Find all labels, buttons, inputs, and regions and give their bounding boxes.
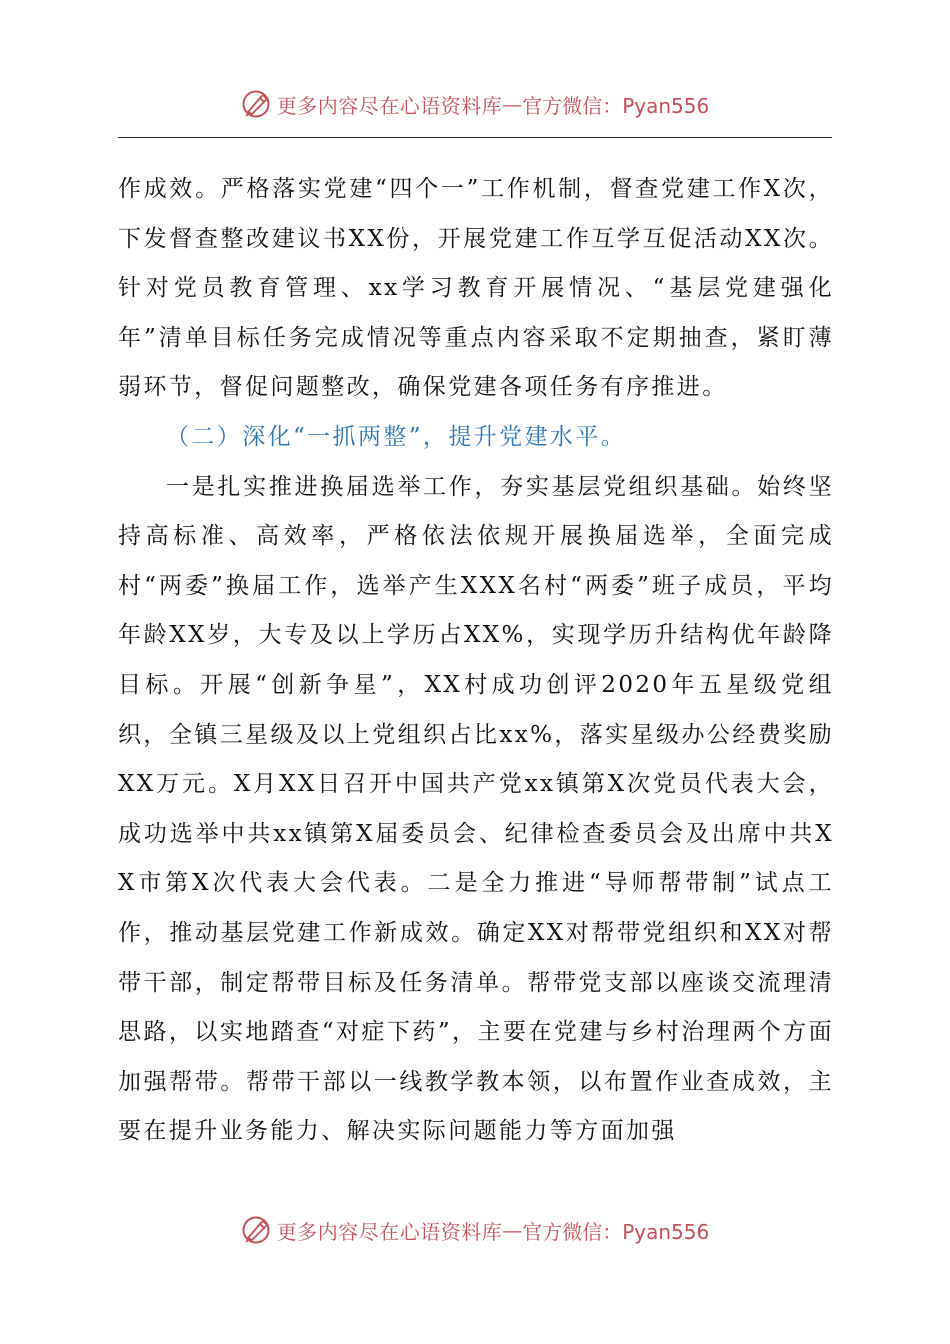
- watermark-contact: 官方微信：Pyan556: [522, 1219, 710, 1244]
- document-body: [118, 165, 834, 1157]
- pen-nib-icon: [241, 89, 271, 119]
- watermark-separator: —: [502, 1218, 523, 1242]
- watermark-text: 更多内容尽在心语资料库: [276, 1219, 503, 1244]
- pen-nib-icon: [241, 1215, 271, 1245]
- section-heading: （二）深化“一抓两整”，提升党建水平。: [166, 423, 627, 450]
- header-divider: [118, 137, 832, 138]
- watermark-contact: 官方微信：Pyan556: [522, 93, 710, 118]
- watermark-text: 更多内容尽在心语资料库: [276, 93, 503, 118]
- watermark-separator: —: [502, 92, 523, 116]
- paragraph-1: 作成效。严格落实党建“四个一”工作机制，督查党建工作X次，下发督查整改建议书XX份，开展党建工作互学互促活动XX次。针对党员教育管理、xx学习教育开展情况、“基层党建强化年”清单目标任务完成情况等重点内容采取不定期抽查，紧盯薄弱环节，督促问题整改，确保党建各项任务有序推进。: [118, 176, 834, 401]
- paragraph-2: 一是扎实推进换届选举工作，夯实基层党组织基础。始终坚持高标准、高效率，严格依法依规开展换届选举，全面完成村“两委”换届工作，选举产生XXX名村“两委”班子成员，平均年龄XX岁，大专及以上学历占XX%，实现学历升结构优年龄降目标。开展“创新争星”，XX村成功创评2020年五星级党组织，全镇三星级及以上党组织占比xx%，落实星级办公经费奖励XX万元。X月XX日召开中国共产党xx镇第X次党员代表大会，成功选举中共xx镇第X届委员会、纪律检查委员会及出席中共XX市第X次代表大会代表。二是全力推进“导师帮带制”试点工作，推动基层党建工作新成效。确定XX对帮带党组织和XX对帮带干部，制定帮带目标及任务清单。帮带党支部以座谈交流理清思路，以实地踏查“对症下药”，主要在党建与乡村治理两个方面加强帮带。帮带干部以一线教学教本领，以布置作业查成效，主要在提升业务能力、解决实际问题能力等方面加强: [118, 473, 834, 1145]
- watermark-banner-top: [0, 84, 950, 124]
- watermark-banner-bottom: [0, 1210, 950, 1250]
